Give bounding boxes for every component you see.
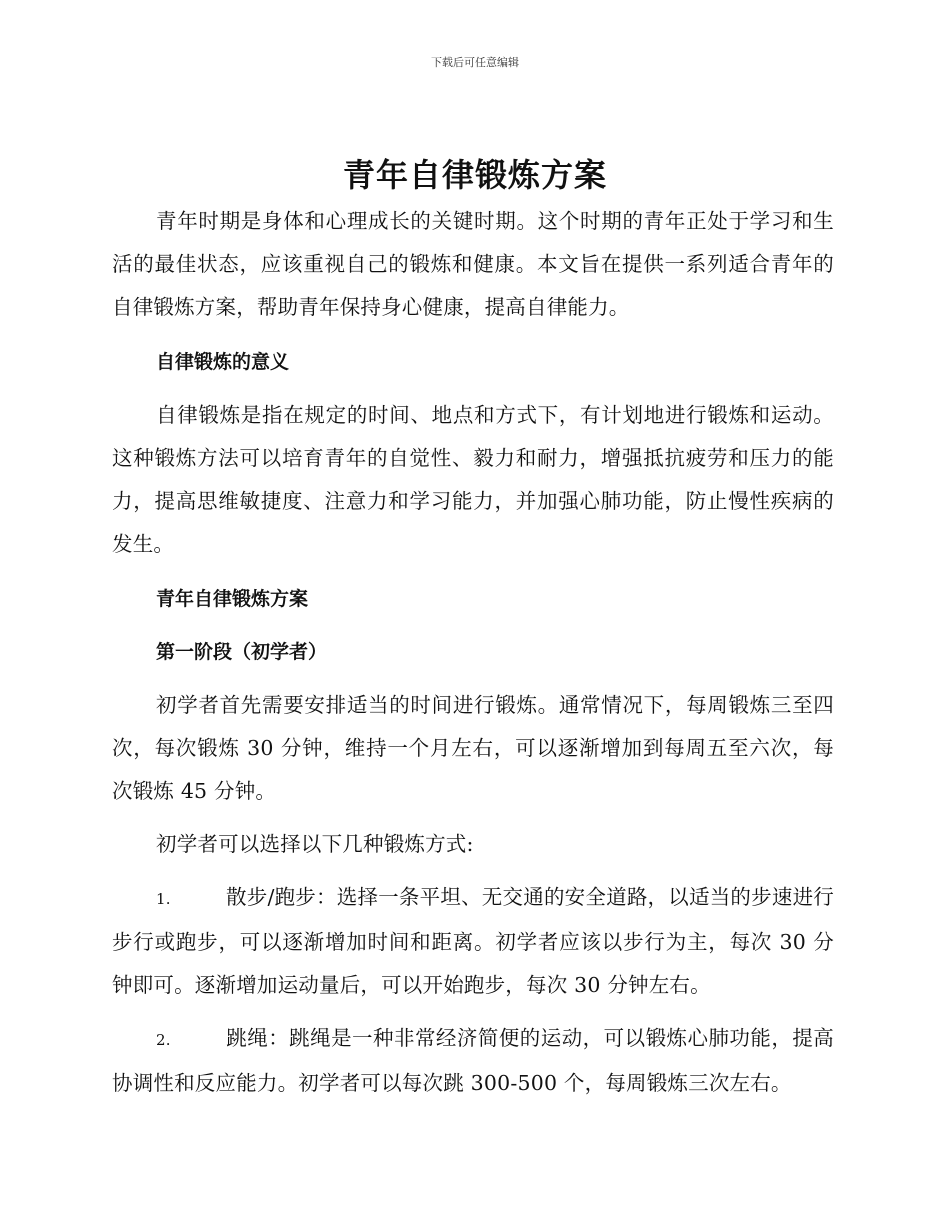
list-item-text: 跳绳：跳绳是一种非常经济简便的运动，可以锻炼心肺功能，提高协调性和反应能力。初学者可以每次跳 300-500 个，每周锻炼三次左右。 [112, 1026, 834, 1095]
section-heading-meaning: 自律锻炼的意义 [156, 351, 290, 373]
intro-paragraph: 青年时期是身体和心理成长的关键时期。这个时期的青年正处于学习和生活的最佳状态，应该重视自己的锻炼和健康。本文旨在提供一系列适合青年的自律锻炼方案，帮助青年保持身心健康，提高自律能力。 [112, 209, 834, 319]
document-body [112, 200, 834, 1115]
list-item [112, 1017, 834, 1105]
list-item-number: 1. [156, 890, 171, 908]
list-item-text: 散步/跑步：选择一条平坦、无交通的安全道路，以适当的步速进行步行或跑步，可以逐渐增加时间和距离。初学者应该以步行为主，每次 30 分钟即可。逐渐增加运动量后，可以开始跑步，每次 30 分钟左右。 [112, 885, 834, 997]
meaning-paragraph: 自律锻炼是指在规定的时间、地点和方式下，有计划地进行锻炼和运动。这种锻炼方法可以培育青年的自觉性、毅力和耐力，增强抵抗疲劳和压力的能力，提高思维敏捷度、注意力和学习能力，并加强心肺功能，防止慢性疾病的发生。 [112, 403, 834, 556]
list-item [112, 876, 834, 1007]
list-item-number: 2. [156, 1031, 171, 1049]
section-heading-plan: 青年自律锻炼方案 [156, 588, 309, 610]
document-title: 青年自律锻炼方案 [342, 156, 607, 194]
header-note: 下载后可任意编辑 [431, 56, 519, 69]
stage-one-paragraph: 初学者首先需要安排适当的时间进行锻炼。通常情况下，每周锻炼三至四次，每次锻炼 30 分钟，维持一个月左右，可以逐渐增加到每周五至六次，每次锻炼 45 分钟。 [112, 693, 834, 803]
stage-one-options-intro: 初学者可以选择以下几种锻炼方式: [156, 832, 474, 856]
stage-one-heading: 第一阶段（初学者） [156, 641, 328, 663]
